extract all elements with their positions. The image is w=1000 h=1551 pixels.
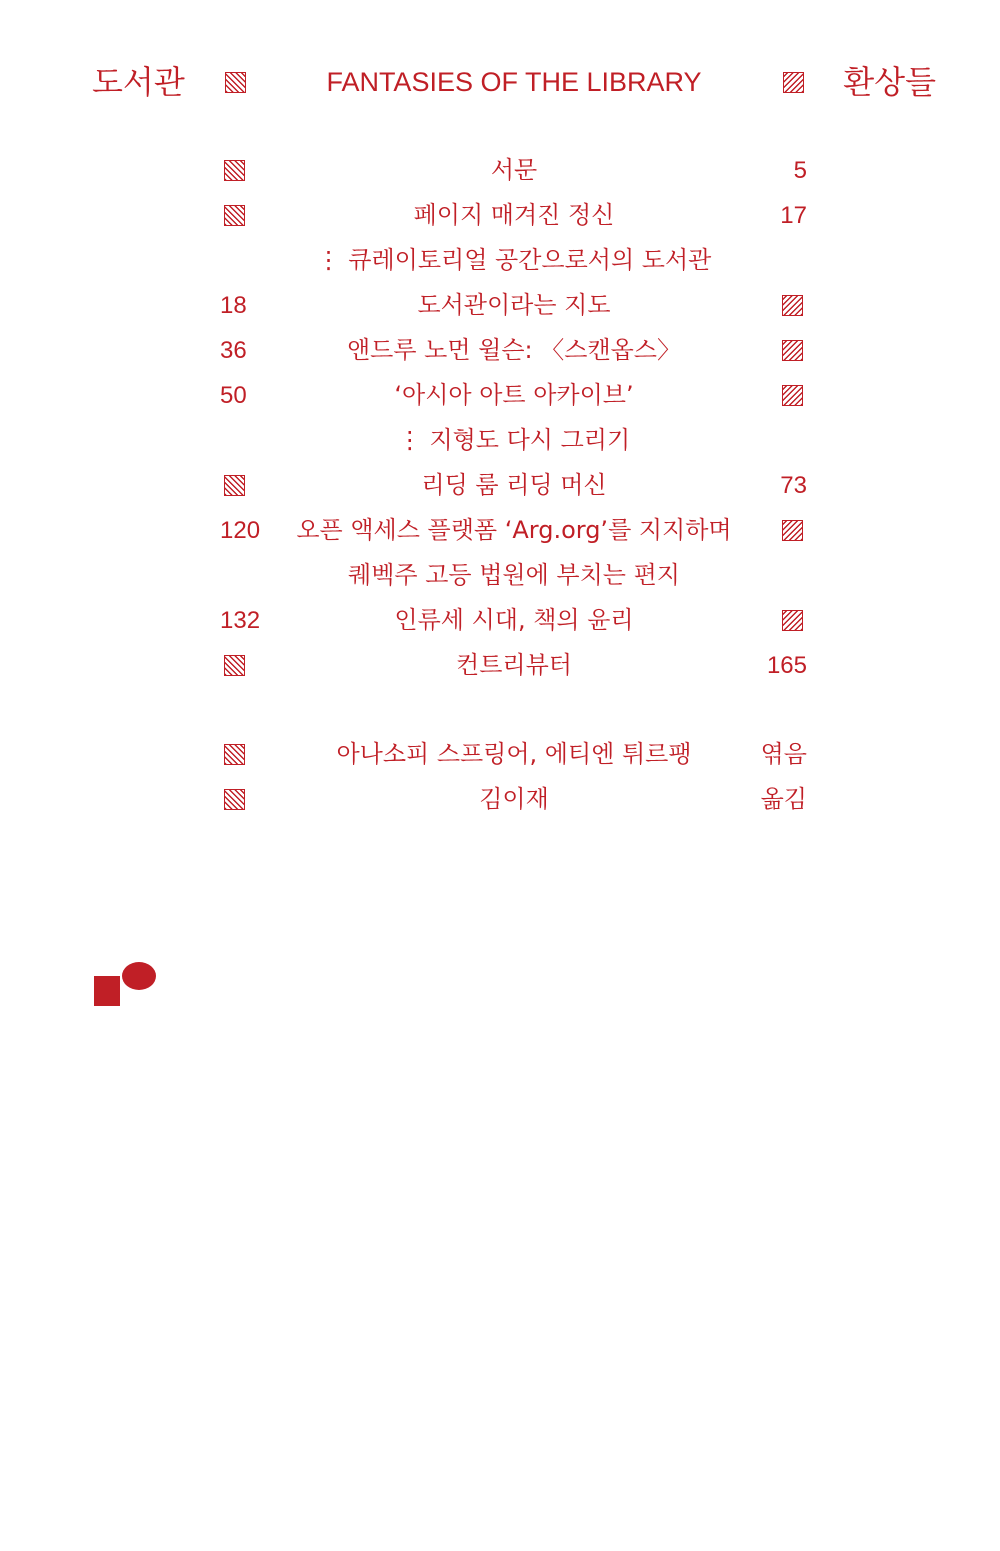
hatch-left-icon [224, 160, 245, 181]
hatch-left-icon [224, 475, 245, 496]
toc-entry [0, 193, 1000, 238]
toc-entry [0, 463, 1000, 508]
table-of-contents [0, 148, 1000, 822]
toc-title: 컨트리뷰터 [456, 651, 572, 679]
toc-page-number: 18 [220, 292, 247, 319]
toc-section-heading [0, 418, 1000, 463]
toc-title: 퀘벡주 고등 법원에 부치는 편지 [348, 561, 680, 589]
toc-title: 페이지 매겨진 정신 [413, 201, 615, 229]
title-korean-left: 도서관 [92, 63, 185, 101]
hatch-left-icon [225, 72, 246, 93]
title-korean-right: 환상들 [843, 63, 936, 101]
credit-names: 김이재 [479, 785, 549, 813]
toc-section-title: ⋮ 큐레이토리얼 공간으로서의 도서관 [316, 246, 712, 274]
hatch-right-icon [782, 520, 803, 541]
toc-page-number: 132 [220, 607, 261, 634]
credit-names: 아나소피 스프링어, 에티엔 튀르팽 [336, 740, 692, 768]
toc-entry [0, 553, 1000, 598]
toc-title: 리딩 룸 리딩 머신 [421, 471, 607, 499]
toc-entry [0, 328, 1000, 373]
credit-editors [0, 732, 1000, 777]
toc-entry [0, 643, 1000, 688]
hatch-left-icon [224, 205, 245, 226]
toc-title: 도서관이라는 지도 [417, 291, 611, 319]
toc-page-number: 50 [220, 382, 247, 409]
hatch-right-icon [782, 610, 803, 631]
toc-page-number: 36 [220, 337, 247, 364]
hatch-right-icon [782, 385, 803, 406]
toc-title: 서문 [490, 156, 538, 184]
credit-translator [0, 777, 1000, 822]
hatch-right-icon [783, 72, 804, 93]
hatch-right-icon [782, 340, 803, 361]
title-english: FANTASIES OF THE LIBRARY [326, 67, 702, 97]
toc-page-number: 165 [766, 652, 807, 679]
toc-entry [0, 283, 1000, 328]
toc-page-number: 5 [793, 157, 807, 184]
toc-section-heading [0, 238, 1000, 283]
toc-title: 앤드루 노먼 윌슨: 〈스캔옵스〉 [347, 336, 681, 364]
toc-title: 인류세 시대, 책의 윤리 [394, 606, 634, 634]
credit-role: 엮음 [760, 740, 807, 768]
hatch-right-icon [782, 295, 803, 316]
toc-entry [0, 598, 1000, 643]
toc-entry [0, 148, 1000, 193]
hatch-left-icon [224, 744, 245, 765]
toc-entry [0, 373, 1000, 418]
credit-role: 옮김 [760, 785, 807, 813]
toc-title: 오픈 액세스 플랫폼 ‘Arg.org’를 지지하며 [296, 516, 732, 544]
header [0, 56, 1000, 108]
toc-section-title: ⋮ 지형도 다시 그리기 [397, 426, 631, 454]
logo-square-shape [94, 976, 120, 1006]
hatch-left-icon [224, 655, 245, 676]
toc-entry [0, 508, 1000, 553]
hatch-left-icon [224, 789, 245, 810]
toc-title: ‘아시아 아트 아카이브’ [394, 381, 634, 409]
toc-page-number: 120 [220, 517, 261, 544]
toc-page-number: 73 [780, 472, 807, 499]
toc-page-number: 17 [780, 202, 807, 229]
logo-circle-shape [122, 962, 156, 990]
